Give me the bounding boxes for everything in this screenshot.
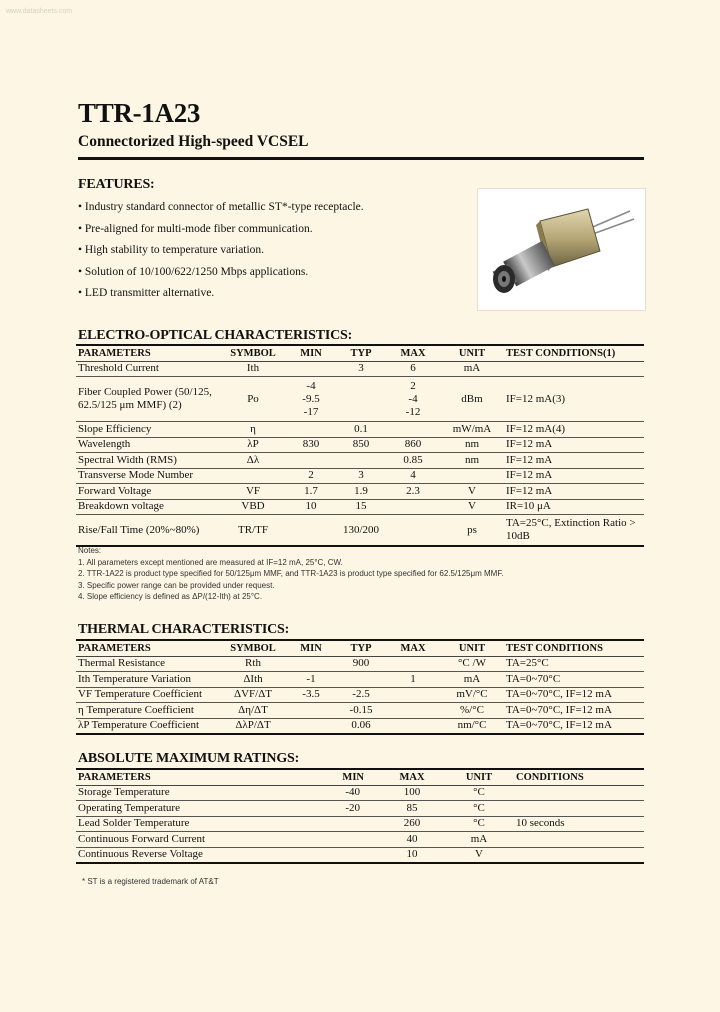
table-row [76,437,644,453]
table-cell: mW/mA [452,422,492,435]
table-row [76,785,644,801]
table-cell: °C [473,817,485,830]
table-cell: TA=0~70°C, IF=12 mA [506,719,612,732]
table-cell [386,687,440,703]
table-cell: -3.5 [302,688,320,701]
column-header: UNIT [440,345,504,361]
table-row [76,515,644,547]
table-cell: η [250,422,256,435]
table-cell: Ith [246,362,260,375]
table-cell: nm [464,438,480,451]
column-header: SYMBOL [220,640,286,656]
thermal-heading: THERMAL CHARACTERISTICS: [78,622,290,637]
table-cell: 2.3 [406,484,420,497]
table-cell: nm/°C [457,719,487,732]
table-cell: 10 [406,848,418,861]
table-row [76,672,644,688]
table-cell: 830 [302,438,320,451]
table-cell [286,515,336,547]
features-list [78,201,364,309]
table-cell: Slope Efficiency [78,422,152,435]
table-cell: V [468,500,476,513]
column-header: TEST CONDITIONS [504,640,644,656]
table-cell: -2.5 [352,688,370,701]
product-photo [477,188,646,311]
table-cell: 260 [403,817,421,830]
watermark: www.datasheets.com [6,8,73,15]
table-cell: Wavelength [78,438,131,451]
table-cell: 1.7 [304,484,318,497]
table-row [76,453,644,469]
table-cell: mA [463,362,481,375]
absmax-table [76,768,644,864]
table-cell: Operating Temperature [78,801,180,814]
table-cell: IF=12 mA [506,438,553,451]
table-cell: nm [464,453,480,466]
table-cell: TA=25°C, Extinction Ratio > 10dB [506,517,636,542]
table-cell: IF=12 mA [506,453,553,466]
table-cell: 860 [404,438,422,451]
column-header: TYP [336,345,386,361]
table-cell: 0.85 [403,453,423,466]
table-cell [336,453,386,469]
table-cell: 100 [403,786,421,799]
table-cell: -40 [345,786,360,799]
table-row [76,703,644,719]
table-cell: ΔIth [243,672,263,685]
title-rule [78,157,644,160]
table-cell: 3 [358,362,364,375]
table-cell: η Temperature Coefficient [78,703,194,716]
column-header: PARAMETERS [76,769,276,785]
table-cell: Δη/ΔT [238,703,268,716]
table-cell [286,718,336,734]
features-heading: FEATURES: [78,177,155,192]
table-row [76,361,644,377]
eo-table [76,344,644,547]
table-cell: 3 [358,469,364,482]
table-cell [276,847,380,863]
table-cell: 900 [352,657,370,670]
table-cell: -1 [306,672,316,685]
table-cell: 1 [410,672,416,685]
column-header: UNIT [440,640,504,656]
table-cell [286,422,336,438]
table-cell: °C [473,786,485,799]
note-line: 2. TTR-1A22 is product type specified for 50/125μm MMF, and TTR-1A23 is product type specified for 62.5/125μm MMF. [78,569,504,579]
table-cell: mA [463,672,481,685]
table-cell: Breakdown voltage [78,500,164,513]
table-cell [386,422,440,438]
table-cell [514,801,644,817]
table-cell: 6 [410,362,416,375]
note-line: 3. Specific power range can be provided under request. [78,580,275,590]
table-row [76,656,644,672]
table-cell: VF [245,484,261,497]
list-item: • High stability to temperature variation. [78,244,265,256]
table-cell: IF=12 mA(4) [506,422,566,435]
table-cell: ΔVF/ΔT [234,688,272,701]
column-header: TYP [336,640,386,656]
table-cell: Lead Solder Temperature [78,817,190,830]
column-header: MAX [386,640,440,656]
table-cell: 10 [305,500,317,513]
table-cell [440,468,504,484]
list-item: • Industry standard connector of metallic ST*-type receptacle. [78,201,364,213]
table-row [76,801,644,817]
table-row [76,484,644,500]
table-cell [286,361,336,377]
table-cell: Storage Temperature [78,786,170,799]
table-cell: mV/°C [456,688,488,701]
page-subtitle: Connectorized High-speed VCSEL [78,133,309,150]
table-cell: ΔλP/ΔT [235,719,271,732]
note-line: Notes: [78,546,102,555]
table-cell: VF Temperature Coefficient [78,688,203,701]
column-header: PARAMETERS [76,640,220,656]
table-cell [514,785,644,801]
thermal-table [76,639,644,735]
table-cell: Continuous Forward Current [78,832,206,845]
table-cell: TA=25°C [506,657,549,670]
table-cell: 1.9 [354,484,368,497]
table-cell: ps [467,523,477,536]
table-cell: Po [247,392,259,405]
table-cell: 0.1 [354,422,368,435]
absmax-heading: ABSOLUTE MAXIMUM RATINGS: [78,751,300,766]
table-cell: TA=0~70°C, IF=12 mA [506,703,612,716]
list-item: • Solution of 10/100/622/1250 Mbps applications. [78,265,309,278]
table-cell: 2 -4 -12 [405,379,421,418]
table-row [76,468,644,484]
table-cell: Forward Voltage [78,484,152,497]
table-cell: TR/TF [238,523,268,536]
table-cell: dBm [461,392,483,405]
table-cell: Transverse Mode Number [78,469,194,482]
table-row [76,832,644,848]
table-cell: V [475,848,483,861]
table-cell: Δλ [246,453,260,466]
table-cell: V [468,484,476,497]
table-cell: °C [473,801,485,814]
table-cell: Rise/Fall Time (20%~80%) [78,523,200,536]
trademark-footnote: * ST is a registered trademark of AT&T [82,877,219,886]
table-cell: %/°C [460,703,484,716]
table-cell [336,377,386,422]
column-header: MIN [276,769,380,785]
table-row [76,718,644,734]
table-cell: mA [470,832,488,845]
table-cell: 130/200 [342,523,380,536]
table-cell: Thermal Resistance [78,657,166,670]
table-cell [504,361,644,377]
table-cell: IF=12 mA [506,469,553,482]
table-cell: 40 [406,832,418,845]
table-cell: λP Temperature Coefficient [78,719,200,732]
table-cell: -20 [345,801,360,814]
table-cell: -0.15 [349,703,373,716]
table-row [76,422,644,438]
list-item: • Pre-aligned for multi-mode fiber communication. [78,222,313,235]
table-cell [514,847,644,863]
table-row [76,377,644,422]
list-item: • LED transmitter alternative. [78,287,215,299]
table-cell: 15 [355,500,367,513]
column-header: MIN [286,640,336,656]
table-row [76,847,644,863]
table-cell: 10 seconds [516,817,565,830]
table-cell: 4 [410,469,416,482]
table-cell: °C /W [458,657,486,670]
table-cell [386,656,440,672]
table-row [76,499,644,515]
table-cell [220,468,286,484]
column-header: SYMBOL [220,345,286,361]
column-header: UNIT [444,769,514,785]
note-line: 4. Slope efficiency is defined as ΔP/(12-Ith) at 25°C. [78,592,263,602]
table-cell [386,499,440,515]
column-header: MAX [386,345,440,361]
table-cell: IF=12 mA [506,484,553,497]
table-cell: IR=10 μA [506,500,551,513]
column-header: MIN [286,345,336,361]
table-cell: Ith Temperature Variation [78,672,192,685]
column-header: CONDITIONS [514,769,644,785]
table-cell: VBD [241,500,265,513]
table-cell: Continuous Reverse Voltage [78,848,203,861]
table-row [76,816,644,832]
eo-heading: ELECTRO-OPTICAL CHARACTERISTICS: [78,328,353,343]
table-cell: Fiber Coupled Power (50/125, 62.5/125 μm MMF) (2) [78,386,212,411]
table-cell: 85 [406,801,418,814]
table-cell: TA=0~70°C [506,672,561,685]
table-cell [276,832,380,848]
table-cell: Rth [245,657,261,670]
table-cell [286,703,336,719]
table-cell: TA=0~70°C, IF=12 mA [506,688,612,701]
table-cell [276,816,380,832]
table-cell: Threshold Current [78,362,159,375]
table-cell: -4 -9.5 -17 [302,379,320,418]
table-cell: 0.06 [351,719,371,732]
column-header: TEST CONDITIONS(1) [504,345,644,361]
page-title: TTR-1A23 [78,98,201,128]
table-cell [336,672,386,688]
table-cell: IF=12 mA(3) [506,392,566,405]
table-cell: 2 [308,469,314,482]
table-cell: λP [247,438,259,451]
table-cell [386,515,440,547]
table-cell [514,832,644,848]
column-header: MAX [380,769,444,785]
table-cell: 850 [352,438,370,451]
note-line: 1. All parameters except mentioned are measured at IF=12 mA, 25°C, CW. [78,557,343,567]
column-header: PARAMETERS [76,345,220,361]
table-cell [286,453,336,469]
table-cell [386,718,440,734]
table-cell [386,703,440,719]
table-cell [286,656,336,672]
eo-notes [78,545,504,603]
table-row [76,687,644,703]
table-cell: Spectral Width (RMS) [78,453,177,466]
